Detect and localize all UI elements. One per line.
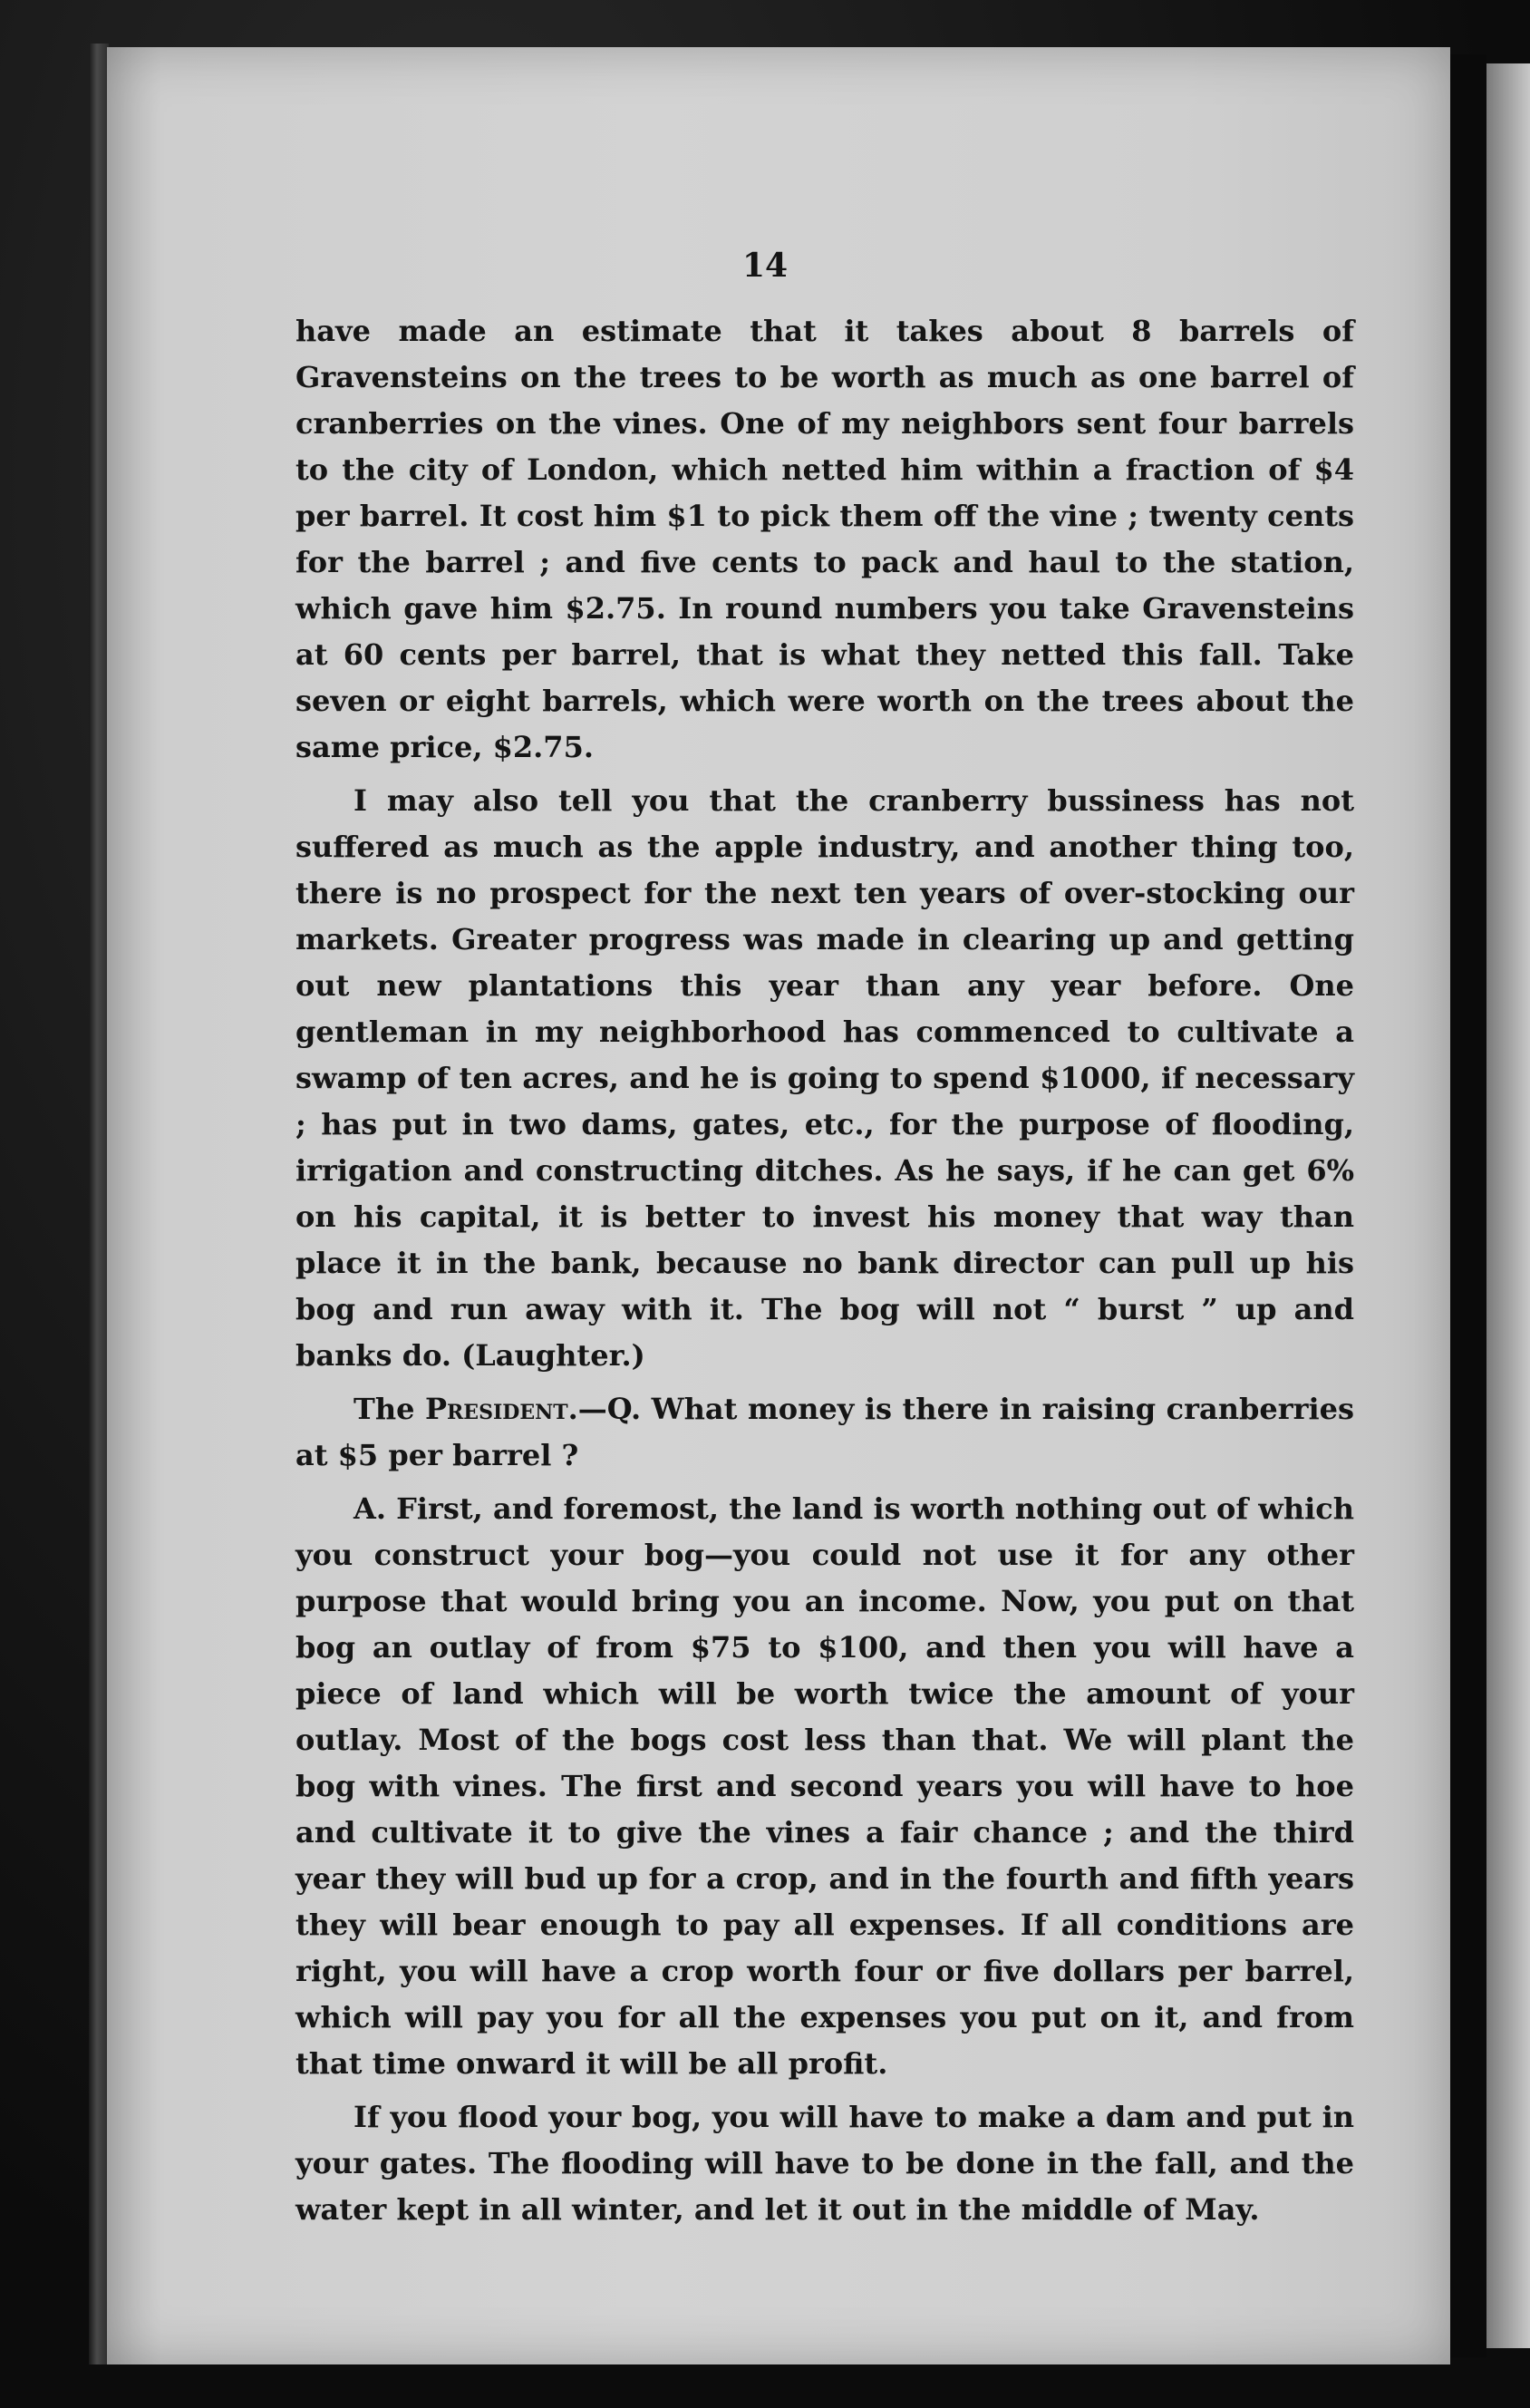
body-text <box>295 308 1354 2240</box>
book-gutter <box>1450 54 1486 2357</box>
adjacent-page-edge <box>1486 63 1530 2348</box>
paragraph-4: A. First, and foremost, the land is worth nothing out of which you construct your bog—you could not use it for any other purpose that would bring you an income. Now, you put on that bog an outlay of from $75 to $100, and then you will have a piece of land which will be worth twice the amount of your outlay. Most of the bogs cost less than that. We will plant the bog with vines. The first and second years you will have to hoe and cultivate it to give the vines a fair chance ; and the third year they will bud up for a crop, and in the fourth and fifth years they will bear enough to pay all expenses. If all conditions are right, you will have a crop worth four or five dollars per barrel, which will pay you for all the expenses you put on it, and from that time onward it will be all profit. <box>295 1491 1354 2081</box>
book-spine-edge <box>89 44 109 2364</box>
paragraph-1: have made an estimate that it takes about 8 barrels of Gravensteins on the trees to be worth as much as one barrel of cranberries on the vines. One of my neighbors sent four barrels to the city of London, which netted him within a fraction of $4 per barrel. It cost him $1 to pick them off the vine ; twenty cents for the barrel ; and five cents to pack and haul to the station, which gave him $2.75. In round numbers you take Gravensteins at 60 cents per barrel, that is what they netted this fall. Take seven or eight barrels, which were worth on the trees about the same price, $2.75. <box>295 314 1354 764</box>
question-text: .—Q. What money is there in raising cranberries at $5 per barrel ? <box>295 1392 1354 1472</box>
page-number: 14 <box>741 247 789 285</box>
paragraph-2: I may also tell you that the cranberry bussiness has not suffered as much as the apple industry, and another thing too, there is no prospect for the next ten years of over-stocking our markets. Greater progress was made in clearing up and getting out new plantations this year than any year before. One gentleman in my neighborhood has commenced to cultivate a swamp of ten acres, and he is going to spend $1000, if necessary ; has put in two dams, gates, etc., for the purpose of flooding, irrigation and constructing ditches. As he says, if he can get 6% on his capital, it is better to invest his money that way than place it in the bank, because no bank director can pull up his bog and run away with it. The bog will not “ burst ” up and banks do. (Laughter.) <box>295 783 1354 1373</box>
paragraph-3 <box>295 1386 1354 1479</box>
speaker-prefix: The <box>353 1392 425 1426</box>
paragraph-5: If you flood your bog, you will have to make a dam and put in your gates. The flooding will have to be done in the fall, and the water kept in all winter, and let it out in the middle of May. <box>295 2100 1354 2227</box>
speaker-name: President <box>424 1392 568 1426</box>
